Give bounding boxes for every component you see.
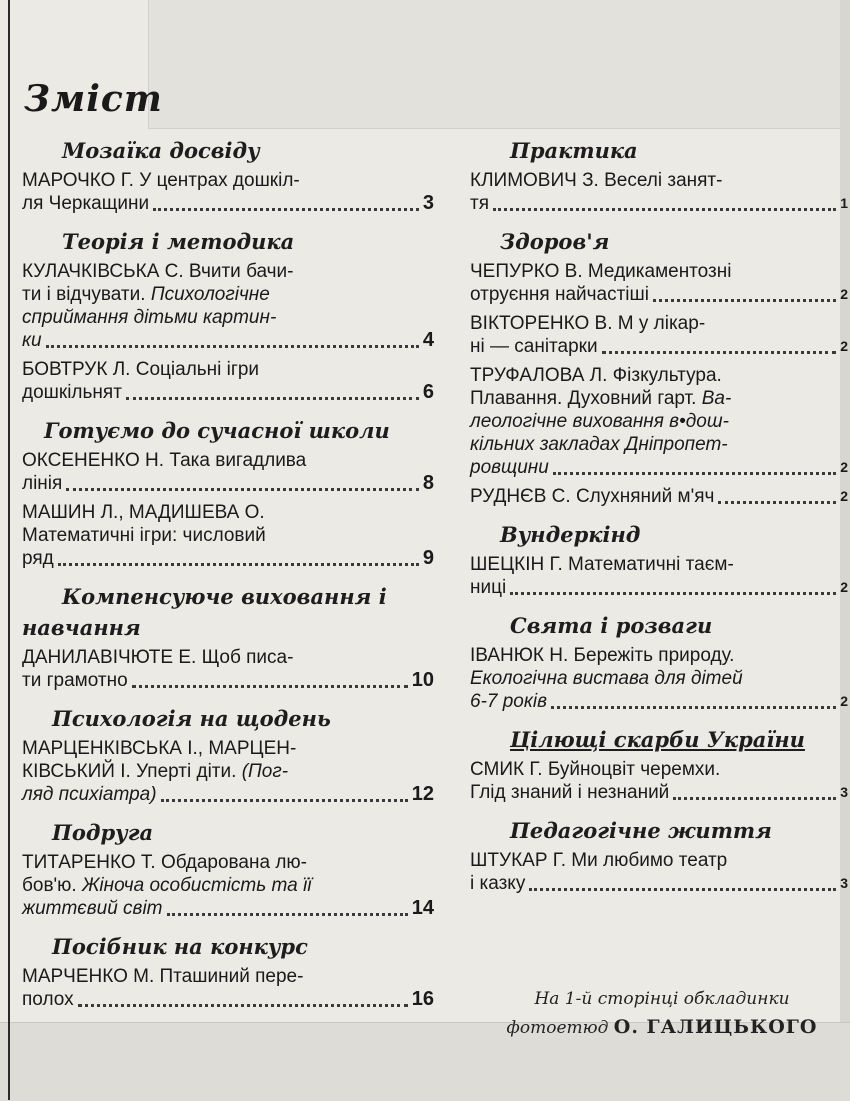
dot-leader <box>46 345 419 348</box>
dot-leader <box>132 685 408 688</box>
section-heading: Теорія і методика <box>62 229 295 254</box>
entry-line: тя <box>470 193 489 214</box>
toc-entry[interactable] <box>470 485 848 508</box>
entry-line: ниці <box>470 577 507 598</box>
section-heading <box>470 727 848 753</box>
entry-line: ШЕЦКІН Г. Математичні таєм- <box>470 554 734 575</box>
entry-subtitle: 6-7 років <box>470 691 547 712</box>
page-number: 3 <box>840 875 848 891</box>
entry-subtitle: життєвий світ <box>22 898 163 919</box>
entry-subtitle: (Пог- <box>241 761 289 782</box>
section-svyata <box>470 613 848 713</box>
entry-line: МАРЧЕНКО М. Пташиний пере- <box>22 966 304 987</box>
section-kompensuyuche <box>22 584 434 692</box>
dot-leader <box>493 208 836 211</box>
entry-line: РУДНЄВ С. Слухняний м'яч <box>470 486 715 507</box>
section-heading: Готуємо до сучасної школи <box>44 418 390 443</box>
entry-line: ШТУКАР Г. Ми любимо театр <box>470 850 728 871</box>
section-heading: Здоров'я <box>500 229 610 254</box>
entry-subtitle: ляд психіатра) <box>22 784 157 805</box>
background-shade <box>148 0 849 129</box>
entry-line: ти грамотно <box>22 670 128 691</box>
entry-line <box>22 874 434 897</box>
page-number: 6 <box>422 381 434 403</box>
entry-text: ти і відчувати. <box>22 284 146 305</box>
entry-line: Глід знаний і незнаний <box>470 782 670 803</box>
entry-subtitle: Ва- <box>701 388 732 409</box>
entry-line: ІВАНЮК Н. Бережіть природу. <box>470 645 735 666</box>
entry-line: БОВТРУК Л. Соціальні ігри <box>22 359 260 380</box>
entry-subtitle: сприймання дітьми картин- <box>22 307 277 328</box>
dot-leader <box>551 706 836 709</box>
entry-subtitle: ровщини <box>470 457 549 478</box>
entry-text: КІВСЬКИЙ І. Уперті діти. <box>22 761 237 782</box>
entry-subtitle: ки <box>22 330 42 351</box>
dot-leader <box>718 501 836 504</box>
entry-line: ВІКТОРЕНКО В. М у лікар- <box>470 313 706 334</box>
entry-line <box>22 760 434 783</box>
entry-line: ОКСЕНЕНКО Н. Така вигадлива <box>22 450 307 471</box>
section-heading: Подруга <box>52 820 154 845</box>
section-posibnyk <box>22 934 434 1011</box>
entry-leader <box>470 781 848 804</box>
dot-leader <box>78 1004 408 1007</box>
entry-leader <box>470 872 848 895</box>
page-number: 1 <box>840 195 848 211</box>
dot-leader <box>510 592 836 595</box>
entry-leader <box>22 329 434 352</box>
entry-leader <box>470 485 848 508</box>
page-number: 10 <box>411 669 434 691</box>
entry-line: отруєння найчастіші <box>470 284 649 305</box>
section-podruha <box>22 820 434 920</box>
section-heading: Психологія на щодень <box>52 706 331 731</box>
entry-line: і казку <box>470 873 526 894</box>
page-number: 2 <box>840 338 848 354</box>
toc-entry[interactable] <box>22 501 434 570</box>
page-number: 4 <box>422 329 434 351</box>
page-number: 3 <box>422 192 434 214</box>
entry-leader <box>22 897 434 920</box>
right-column <box>470 138 848 909</box>
entry-line: дошкільнят <box>22 382 122 403</box>
toc-entry[interactable] <box>22 169 434 215</box>
entry-line: ТИТАРЕНКО Т. Обдарована лю- <box>22 852 307 873</box>
toc-entry[interactable] <box>470 312 848 358</box>
entry-leader <box>470 192 848 215</box>
caption-text: фотоетюд <box>506 1018 609 1038</box>
caption-line: На 1-й сторінці обкладинки <box>534 989 790 1009</box>
dot-leader <box>58 563 419 566</box>
page-number: 2 <box>840 286 848 302</box>
section-zdorovya <box>470 229 848 508</box>
toc-entry[interactable] <box>22 260 434 352</box>
entry-leader <box>470 576 848 599</box>
entry-leader <box>470 456 848 479</box>
entry-line: полох <box>22 989 74 1010</box>
entry-line: ля Черкащини <box>22 193 150 214</box>
entry-leader <box>22 192 434 215</box>
toc-entry[interactable] <box>22 646 434 692</box>
entry-line: лінія <box>22 473 63 494</box>
entry-line: КУЛАЧКІВСЬКА С. Вчити бачи- <box>22 261 294 282</box>
entry-leader <box>470 690 848 713</box>
toc-entry[interactable] <box>22 965 434 1011</box>
caption-line <box>476 1013 848 1042</box>
cover-photo-caption <box>476 985 848 1042</box>
entry-leader <box>22 547 434 570</box>
page-number: 2 <box>840 459 848 475</box>
section-heading: Практика <box>510 138 638 163</box>
toc-entry[interactable] <box>470 849 848 895</box>
entry-subtitle: кільних закладах Дніпропет- <box>470 434 728 455</box>
page-number: 2 <box>840 488 848 504</box>
toc-entry[interactable] <box>470 169 848 215</box>
entry-subtitle: Психологічне <box>150 284 270 305</box>
entry-text: Плавання. Духовний гарт. <box>470 388 697 409</box>
section-heading: Мозаїка досвіду <box>62 138 260 163</box>
dot-leader <box>126 397 419 400</box>
entry-line: МАШИН Л., МАДИШЕВА О. <box>22 502 265 523</box>
page-number: 2 <box>840 579 848 595</box>
entry-leader <box>22 472 434 495</box>
photographer-name: О. ГАЛИЦЬКОГО <box>613 1016 818 1038</box>
dot-leader <box>653 299 836 302</box>
entry-line: МАРЦЕНКІВСЬКА І., МАРЦЕН- <box>22 738 297 759</box>
entry-leader <box>22 669 434 692</box>
section-psykholohiya <box>22 706 434 806</box>
entry-leader <box>22 988 434 1011</box>
heading-text: Цілющі скарби України <box>510 727 805 752</box>
dot-leader <box>161 799 408 802</box>
entry-line: КЛИМОВИЧ З. Веселі занят- <box>470 170 723 191</box>
entry-line: ні — санітарки <box>470 336 598 357</box>
entry-line: Математичні ігри: числовий <box>22 525 266 546</box>
page-number: 8 <box>422 472 434 494</box>
left-column <box>22 138 434 1025</box>
page-number: 14 <box>411 897 434 919</box>
entry-leader <box>470 335 848 358</box>
entry-subtitle: Екологічна вистава для дітей <box>470 668 743 689</box>
toc-entry[interactable] <box>470 260 848 306</box>
toc-entry[interactable] <box>470 644 848 713</box>
entry-leader <box>22 381 434 404</box>
section-heading: Компенсуюче виховання і <box>62 584 387 609</box>
page-number: 16 <box>411 988 434 1010</box>
section-heading: навчання <box>22 615 141 640</box>
page-number: 9 <box>422 547 434 569</box>
page-number: 12 <box>411 783 434 805</box>
section-praktyka <box>470 138 848 215</box>
section-heading: Педагогічне життя <box>510 818 772 843</box>
toc-entry[interactable] <box>22 358 434 404</box>
page-number: 3 <box>840 784 848 800</box>
page-number: 2 <box>840 693 848 709</box>
entry-line <box>470 387 848 410</box>
section-heading: Свята і розваги <box>510 613 713 638</box>
section-pedahohichne <box>470 818 848 895</box>
toc-entry[interactable] <box>22 737 434 806</box>
section-teoriya <box>22 229 434 404</box>
toc-entry[interactable] <box>470 758 848 804</box>
dot-leader <box>602 351 837 354</box>
dot-leader <box>529 888 836 891</box>
entry-line: МАРОЧКО Г. У центрах дошкіл- <box>22 170 300 191</box>
dot-leader <box>66 488 419 491</box>
section-mozaika <box>22 138 434 215</box>
section-gotuemo <box>22 418 434 570</box>
entry-line <box>22 283 434 306</box>
entry-leader <box>22 783 434 806</box>
entry-text: бов'ю. <box>22 875 77 896</box>
left-margin-rule <box>8 0 10 1100</box>
dot-leader <box>673 797 836 800</box>
page-title: Зміст <box>24 78 163 120</box>
entry-line: СМИК Г. Буйноцвіт черемхи. <box>470 759 721 780</box>
section-tsilyushchi <box>470 727 848 804</box>
toc-entry[interactable] <box>22 449 434 495</box>
toc-entry[interactable] <box>470 553 848 599</box>
dot-leader <box>167 913 408 916</box>
section-heading: Посібник на конкурс <box>52 934 308 959</box>
toc-entry[interactable] <box>22 851 434 920</box>
section-heading: Вундеркінд <box>500 522 641 547</box>
entry-subtitle: леологічне виховання в•дош- <box>470 411 729 432</box>
entry-subtitle: Жіноча особистість та її <box>81 875 312 896</box>
entry-line: ТРУФАЛОВА Л. Фізкультура. <box>470 365 722 386</box>
toc-entry[interactable] <box>470 364 848 479</box>
dot-leader <box>153 208 419 211</box>
entry-line: ЧЕПУРКО В. Медикаментозні <box>470 261 732 282</box>
section-vunderkind <box>470 522 848 599</box>
dot-leader <box>553 472 836 475</box>
entry-line: ряд <box>22 548 54 569</box>
entry-line: ДАНИЛАВІЧЮТЕ Е. Щоб писа- <box>22 647 294 668</box>
entry-leader <box>470 283 848 306</box>
